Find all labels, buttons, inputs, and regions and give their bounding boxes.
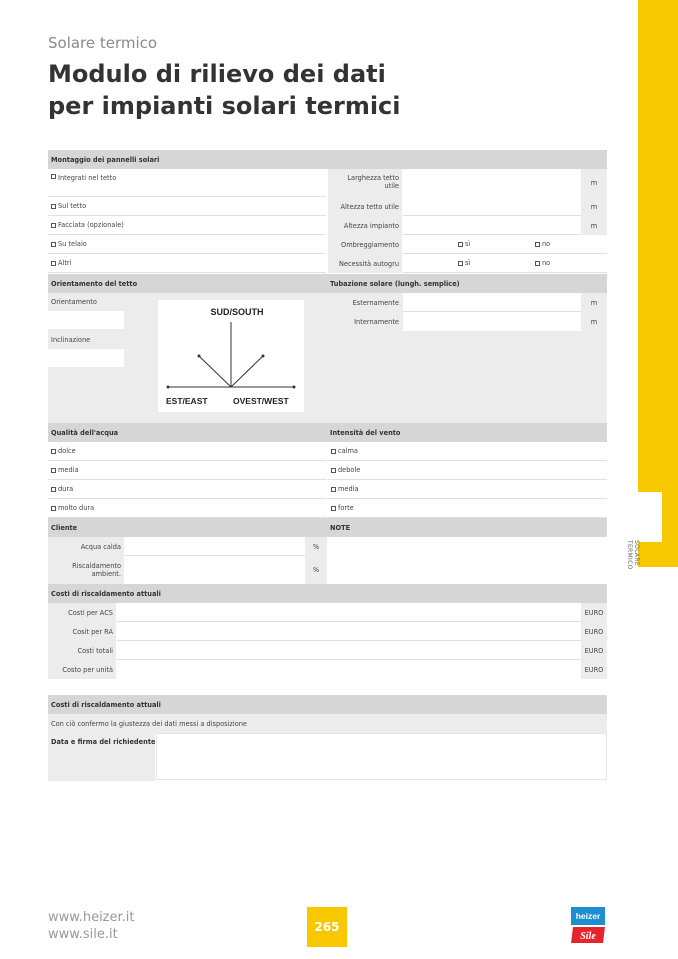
water-option-soft[interactable] xyxy=(48,442,327,461)
title-line1: Modulo di rilievo dei dati xyxy=(48,60,386,88)
wind-option-weak[interactable] xyxy=(328,461,607,480)
footer-links xyxy=(48,909,135,943)
orientation-heading: Orientamento del tetto xyxy=(48,274,327,293)
unit-euro: EURO xyxy=(581,603,607,622)
checkbox-icon[interactable] xyxy=(535,261,540,266)
checkbox-icon[interactable] xyxy=(51,261,56,266)
checkbox-icon[interactable] xyxy=(535,242,540,247)
link-sile[interactable]: www.sile.it xyxy=(48,927,118,942)
wind-heading: Intensità del vento xyxy=(327,423,607,442)
mounting-header-row xyxy=(48,150,607,169)
side-tab-label xyxy=(626,540,640,590)
logo-bottom-text: Sile xyxy=(580,931,596,942)
yes-label: sì xyxy=(465,259,471,267)
field-label-system-height: Altezza impianto xyxy=(328,216,402,235)
option-label: Altri xyxy=(58,259,72,267)
checkbox-icon[interactable] xyxy=(51,487,56,492)
confirm-section xyxy=(48,695,607,781)
orient-input[interactable] xyxy=(48,311,124,329)
link-heizer[interactable]: www.heizer.it xyxy=(48,910,135,925)
cost-total-input[interactable] xyxy=(117,641,581,660)
unit-euro: EURO xyxy=(581,641,607,660)
orient-label: Orientamento xyxy=(48,293,124,311)
shading-options xyxy=(403,235,607,254)
page-title xyxy=(48,58,608,122)
water-wind-section xyxy=(48,423,607,518)
unit-euro: EURO xyxy=(581,660,607,679)
wind-option-calm[interactable] xyxy=(328,442,607,461)
checkbox-icon[interactable] xyxy=(331,506,336,511)
compass-south-label: SUD/SOUTH xyxy=(210,307,264,317)
option-label: calma xyxy=(338,447,358,455)
roof-height-input[interactable] xyxy=(403,197,581,216)
option-label: media xyxy=(58,466,79,474)
mounting-section xyxy=(48,150,607,274)
client-section xyxy=(48,518,607,584)
signature-label: Data e firma del richiedente xyxy=(48,733,155,781)
notes-heading: NOTE xyxy=(327,518,607,537)
mounting-row-2 xyxy=(48,197,607,216)
costs-section xyxy=(48,584,607,679)
checkbox-icon[interactable] xyxy=(51,223,56,228)
southeast-dot xyxy=(198,355,201,358)
unit-m: m xyxy=(581,216,607,235)
roof-width-input[interactable] xyxy=(403,169,581,197)
crane-no[interactable] xyxy=(535,259,550,267)
page-number: 265 xyxy=(307,907,347,947)
title-line2: per impianti solari termici xyxy=(48,92,401,120)
page-subtitle: Solare termico xyxy=(48,34,158,52)
system-height-input[interactable] xyxy=(403,216,581,235)
heizer-sile-logo xyxy=(571,907,605,943)
unit-m: m xyxy=(581,197,607,216)
no-label: no xyxy=(542,240,551,248)
internal-input[interactable] xyxy=(403,312,581,331)
confirm-heading: Costi di riscaldamento attuali xyxy=(48,695,607,714)
checkbox-icon[interactable] xyxy=(51,468,56,473)
checkbox-icon[interactable] xyxy=(458,261,463,266)
cost-label-ra: Cosit per RA xyxy=(48,622,116,641)
option-on-roof[interactable] xyxy=(48,197,326,216)
southwest-line xyxy=(231,356,263,387)
mounting-row-5 xyxy=(48,254,607,273)
cost-ra-input[interactable] xyxy=(117,622,581,641)
cost-label-acs: Costi per ACS xyxy=(48,603,116,622)
incl-input[interactable] xyxy=(48,349,124,367)
side-tab-inner xyxy=(638,492,662,542)
side-tab-line1: SOLARE xyxy=(633,540,640,566)
unit-euro: EURO xyxy=(581,622,607,641)
option-integrated[interactable] xyxy=(48,169,326,197)
heating-input[interactable] xyxy=(125,556,305,584)
field-label-roof-width: Larghezza tetto utile xyxy=(328,169,402,197)
mounting-row-4 xyxy=(48,235,607,254)
option-label: dura xyxy=(58,485,74,493)
option-label: Sul tetto xyxy=(58,202,87,210)
west-dot xyxy=(293,386,296,389)
compass-svg xyxy=(158,300,304,412)
compass-diagram xyxy=(158,300,304,412)
side-tab-line2: TERMICO xyxy=(626,540,633,570)
mounting-heading: Montaggio dei pannelli solari xyxy=(48,150,607,169)
field-label-roof-height: Altezza tetto utile xyxy=(328,197,402,216)
checkbox-icon[interactable] xyxy=(51,242,56,247)
option-frame[interactable] xyxy=(48,235,326,254)
southwest-dot xyxy=(262,355,265,358)
notes-textarea[interactable] xyxy=(328,537,607,584)
checkbox-icon[interactable] xyxy=(331,449,336,454)
costs-heading: Costi di riscaldamento attuali xyxy=(48,584,607,603)
external-label: Esternamente xyxy=(328,293,402,312)
hot-water-label: Acqua calda xyxy=(48,537,124,556)
heating-label: Riscaldamento ambient. xyxy=(48,556,124,584)
cost-label-total: Costi totali xyxy=(48,641,116,660)
option-label: Su telaio xyxy=(58,240,87,248)
southeast-line xyxy=(199,356,231,387)
option-label: media xyxy=(338,485,359,493)
option-label: dolce xyxy=(58,447,76,455)
yellow-side-bar xyxy=(638,0,678,567)
option-label: Integrati nel tetto xyxy=(58,174,117,182)
crane-yes[interactable] xyxy=(458,259,470,267)
crane-options xyxy=(403,254,607,273)
internal-label: Internamente xyxy=(328,312,402,331)
cost-label-unit: Costo per unità xyxy=(48,660,116,679)
option-label: Facciata (opzionale) xyxy=(58,221,124,229)
option-other[interactable] xyxy=(48,254,326,273)
mounting-row-1 xyxy=(48,169,607,197)
checkbox-icon[interactable] xyxy=(51,449,56,454)
checkbox-icon[interactable] xyxy=(51,506,56,511)
no-label: no xyxy=(542,259,551,267)
cost-acs-input[interactable] xyxy=(117,603,581,622)
shading-no[interactable] xyxy=(535,240,550,248)
option-facade[interactable] xyxy=(48,216,326,235)
piping-heading: Tubazione solare (lungh. semplice) xyxy=(327,274,607,293)
external-input[interactable] xyxy=(403,293,581,312)
water-option-very-hard[interactable] xyxy=(48,499,327,518)
water-option-medium[interactable] xyxy=(48,461,327,480)
wind-option-medium[interactable] xyxy=(328,480,607,499)
unit-m: m xyxy=(581,169,607,197)
confirm-text: Con ciò confermo la giustezza dei dati messi a disposizione xyxy=(48,714,607,733)
checkbox-icon[interactable] xyxy=(458,242,463,247)
compass-east-label: EST/EAST xyxy=(166,396,208,406)
compass-west-label: OVEST/WEST xyxy=(233,396,289,406)
shading-yes[interactable] xyxy=(458,240,470,248)
water-option-hard[interactable] xyxy=(48,480,327,499)
wind-option-strong[interactable] xyxy=(328,499,607,518)
crane-label: Necessità autogru xyxy=(328,254,402,273)
client-heading: Cliente xyxy=(48,518,327,537)
unit-percent: % xyxy=(305,556,327,584)
signature-input[interactable] xyxy=(156,733,607,780)
hot-water-input[interactable] xyxy=(125,537,305,556)
east-dot xyxy=(167,386,170,389)
checkbox-icon[interactable] xyxy=(331,468,336,473)
cost-unit-input[interactable] xyxy=(117,660,581,679)
option-label: molto dura xyxy=(58,504,95,512)
mounting-row-3 xyxy=(48,216,607,235)
yes-label: sì xyxy=(465,240,471,248)
option-label: debole xyxy=(338,466,361,474)
logo-svg xyxy=(571,907,605,943)
unit-percent: % xyxy=(305,537,327,556)
unit-m: m xyxy=(581,293,607,312)
unit-m: m xyxy=(581,312,607,331)
orientation-section xyxy=(48,274,607,423)
checkbox-icon[interactable] xyxy=(51,174,56,179)
option-label: forte xyxy=(338,504,354,512)
checkbox-icon[interactable] xyxy=(331,487,336,492)
water-heading: Qualità dell'acqua xyxy=(48,423,327,442)
checkbox-icon[interactable] xyxy=(51,204,56,209)
incl-label: Inclinazione xyxy=(48,331,124,349)
logo-top-text: heizer xyxy=(575,911,601,921)
shading-label: Ombreggiamento xyxy=(328,235,402,254)
